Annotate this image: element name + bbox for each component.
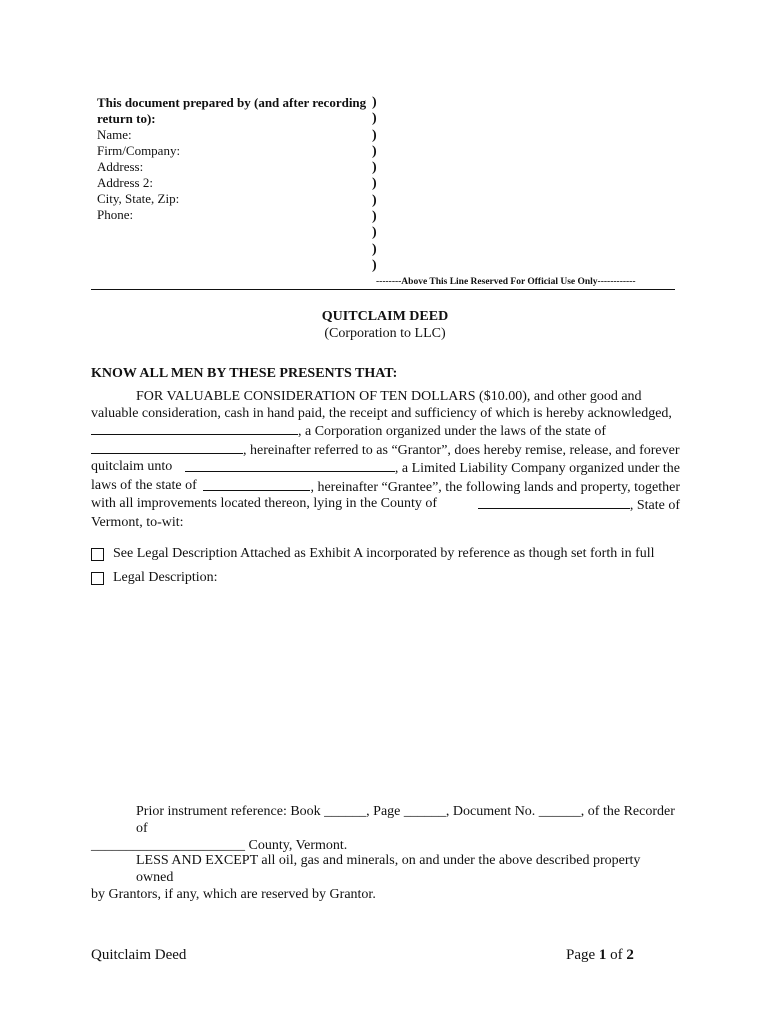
less-and-except-clause [91,852,680,903]
preparer-block [97,95,372,223]
intro-heading: KNOW ALL MEN BY THESE PRESENTS THAT: [91,366,398,381]
footer-page-number [566,947,634,964]
grantor-state-blank[interactable] [91,441,243,454]
current-page: 1 [598,947,607,963]
prepared-by-label: This document prepared by (and after recording return to): [97,95,367,126]
bracket-column: ) ) ) ) ) ) ) ) ) ) ) [372,95,377,273]
body-line-2 [91,406,680,423]
exhibit-option[interactable] [91,546,655,562]
page-prefix: Page [566,947,596,963]
quitclaim-unto-text: quitclaim unto [91,459,173,474]
body-line-6 [91,478,680,497]
total-pages: 2 [626,947,634,963]
address2-field-label: Address 2: [97,175,153,190]
name-field-label: Name: [97,127,132,142]
address-field-label: Address: [97,159,144,174]
grantee-name-blank[interactable] [185,459,395,472]
phone-field-label: Phone: [97,207,134,222]
page-of: of [610,947,623,963]
legal-description-label: Legal Description: [113,570,218,585]
firm-field-label: Firm/Company: [97,143,181,158]
body-line-7 [91,496,680,515]
less-except-line-1: LESS AND EXCEPT all oil, gas and minerals, on and under the above described property owned [136,853,641,885]
to-wit-text: Vermont, to-wit: [91,514,184,530]
body-line-5 [91,459,680,478]
prior-reference-line-1: Prior instrument reference: Book ______, Page ______, Document No. ______, of the Recorder of [136,804,675,836]
body-line-1 [91,389,680,406]
exhibit-checkbox-label: See Legal Description Attached as Exhibit A incorporated by reference as though set forth in full [113,546,655,561]
llc-text: , a Limited Liability Company organized under the [394,461,680,476]
deed-body [91,389,680,531]
grantee-text: , hereinafter “Grantee”, the following lands and property, together [310,479,680,495]
county-text: with all improvements located thereon, lying in the County of [91,496,438,511]
corporation-text: , a Corporation organized under the laws of the state of [298,424,607,439]
city-state-zip-field-label: City, State, Zip: [97,191,180,206]
document-title: QUITCLAIM DEED [321,309,449,324]
prior-reference-line-2: ______________________ County, Vermont. [91,838,348,853]
grantee-state-blank[interactable] [203,478,310,491]
body-line-4 [91,441,680,460]
document-subtitle: (Corporation to LLC) [324,326,446,341]
official-use-line: --------Above This Line Reserved For Official Use Only------------ [376,277,636,287]
prior-instrument-reference [91,803,680,854]
footer-doc-name: Quitclaim Deed [91,947,187,963]
laws-of-state-text: laws of the state of [91,477,197,493]
acknowledgement-text: valuable consideration, cash in hand paid, the receipt and sufficiency of which is hereby acknowledged, [91,405,672,421]
county-blank[interactable] [478,496,630,509]
consideration-text: FOR VALUABLE CONSIDERATION OF TEN DOLLARS ($10.00), and other good and [136,389,642,404]
body-line-8 [91,515,680,532]
state-of-text: , State of [629,498,680,513]
exhibit-checkbox[interactable] [91,548,104,561]
grantor-text: , hereinafter referred to as “Grantor”, does hereby remise, release, and forever [243,442,680,458]
legal-description-checkbox[interactable] [91,572,104,585]
less-except-line-2: by Grantors, if any, which are reserved by Grantor. [91,887,376,902]
legal-description-option[interactable] [91,570,218,586]
divider-line [91,289,675,290]
body-line-3 [91,422,680,441]
grantor-name-blank[interactable] [91,422,298,435]
